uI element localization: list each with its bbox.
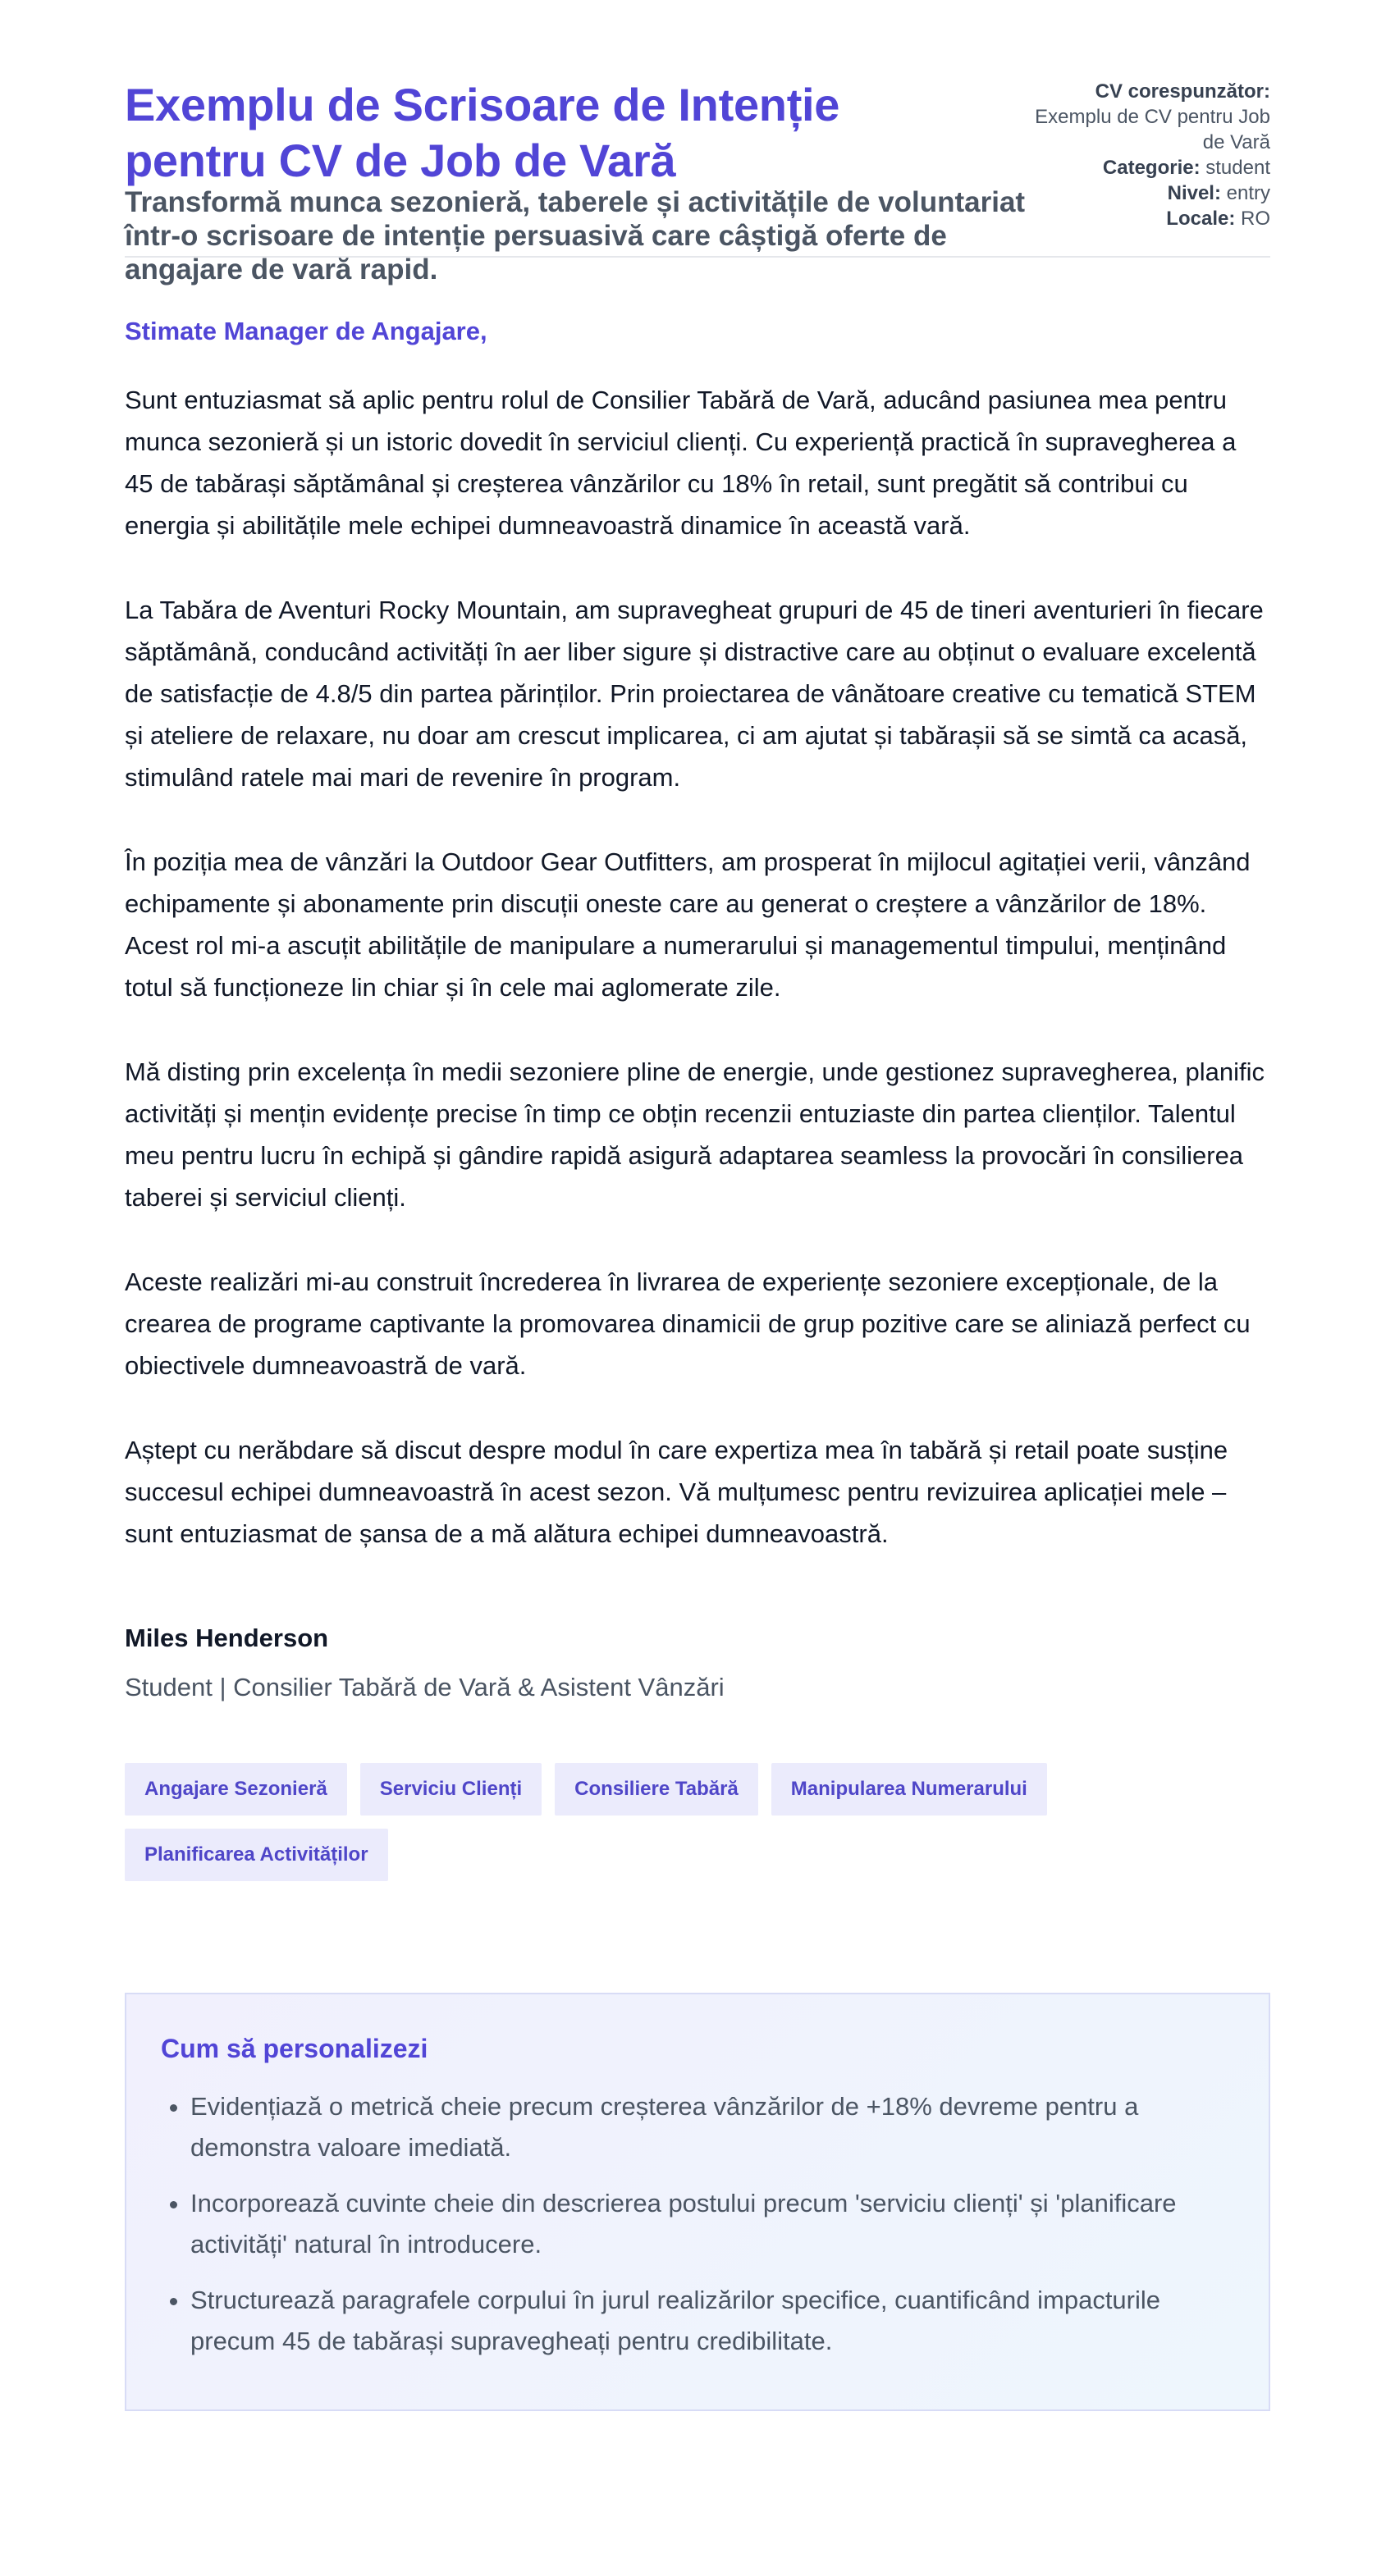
meta-panel [1024,79,1270,231]
meta-level [1024,180,1270,206]
skill-tags [125,1763,1191,1881]
letter-paragraph: Mă disting prin excelența în medii sezoniere pline de energie, unde gestionez supravegherea, planific activități și mențin evidențe precise în timp ce obțin recenzii entuziaste din partea clienților. Talentul meu pentru lucru în echipă și gândire rapidă asigură adaptarea seamless la provocări în consilierea taberei și serviciul clienți. [125,1057,1265,1212]
skill-tag[interactable]: Angajare Sezonieră [125,1763,347,1816]
page-title: Exemplu de Scrisoare de Intenție pentru CV de Job de Vară [125,79,840,186]
signature-role: Student | Consilier Tabără de Vară & Asistent Vânzări [125,1673,725,1701]
letter-body [125,379,1270,1555]
page-header [125,0,1270,285]
meta-level-label: Nivel: [1167,182,1221,204]
letter-paragraph: Aceste realizări mi-au construit încrederea în livrarea de experiențe sezoniere excepționale, de la crearea de programe captivante la promovarea dinamicii de grup pozitive care se aliniază perfect cu obiectivele dumneavoastră de vară. [125,1267,1251,1380]
tip-item: • Evidențiază o metrică cheie precum creșterea vânzărilor de +18% devreme pentru a demonstra valoare imediată. [190,2086,1234,2168]
letter-paragraph: În poziția mea de vânzări la Outdoor Gear Outfitters, am prosperat în mijlocul agitației verii, vânzând echipamente și abonamente prin discuții oneste care au generat o creștere a vânzărilor de 18%. Acest rol mi-a ascuțit abilitățile de manipulare a numerarului și managementul timpului, menținând totul să funcționeze lin chiar și în cele mai aglomerate zile. [125,847,1251,1002]
letter-salutation: Stimate Manager de Angajare, [125,317,487,345]
customization-tips-box [125,1993,1270,2411]
page-subtitle: Transformă munca sezonieră, taberele și activitățile de voluntariat într-o scrisoare de intenție persuasivă care câștigă oferte de angajare de vară rapid. [125,186,1026,285]
meta-locale [1024,206,1270,231]
meta-category-value: student [1205,157,1270,179]
skill-tag[interactable]: Consiliere Tabără [555,1763,758,1816]
meta-category [1024,155,1270,180]
letter-signature [125,1620,1270,1706]
tips-list [161,2086,1234,2362]
letter-paragraph: Sunt entuziasmat să aplic pentru rolul de Consilier Tabără de Vară, aducând pasiunea mea pentru munca sezonieră și un istoric dovedit în serviciul clienți. Cu experiență practică în supravegherea a 45 de tabărași săptămânal și creșterea vânzărilor cu 18% în retail, sunt pregătit să contribui cu energia și abilitățile mele echipei dumneavoastră dinamice în această vară. [125,386,1237,540]
tips-title: Cum să personalizezi [161,2034,428,2063]
skill-tag[interactable]: Manipularea Numerarului [771,1763,1047,1816]
meta-locale-value: RO [1241,208,1270,230]
letter-paragraph: La Tabăra de Aventuri Rocky Mountain, am supravegheat grupuri de 45 de tineri aventurieri în fiecare săptămână, conducând activități în aer liber sigure și distractive care au obținut o evaluare excelentă de satisfacție de 4.8/5 din partea părinților. Prin proiectarea de vânătoare creative cu tematică STEM și ateliere de relaxare, nu doar am crescut implicarea, ci am ajutat și tabărașii să se simtă ca acasă, stimulând ratele mai mari de revenire în program. [125,596,1264,792]
tip-item: • Structurează paragrafele corpului în jurul realizărilor specifice, cuantificând impacturile precum 45 de tabărași supravegheați pentru credibilitate. [190,2280,1234,2362]
meta-level-value: entry [1226,182,1270,204]
letter-paragraph: Aștept cu nerăbdare să discut despre modul în care expertiza mea în tabără și retail poate susține succesul echipei dumneavoastră în acest sezon. Vă mulțumesc pentru revizuirea aplicației mele – sunt entuziasmat de șansa de a mă alătura echipei dumneavoastră. [125,1436,1228,1548]
skill-tag[interactable]: Planificarea Activităților [125,1829,388,1881]
tip-item: • Incorporează cuvinte cheie din descrierea postului precum 'serviciu clienți' și 'planificare activități' natural în introducere. [190,2183,1234,2265]
meta-locale-label: Locale: [1166,208,1236,230]
meta-cv-value[interactable]: Exemplu de CV pentru Job de Vară [1035,106,1270,153]
meta-category-label: Categorie: [1102,157,1201,179]
meta-cv-label: CV corespunzător: [1095,80,1270,103]
skill-tag[interactable]: Serviciu Clienți [360,1763,542,1816]
meta-cv [1024,79,1270,155]
signature-name: Miles Henderson [125,1624,329,1652]
